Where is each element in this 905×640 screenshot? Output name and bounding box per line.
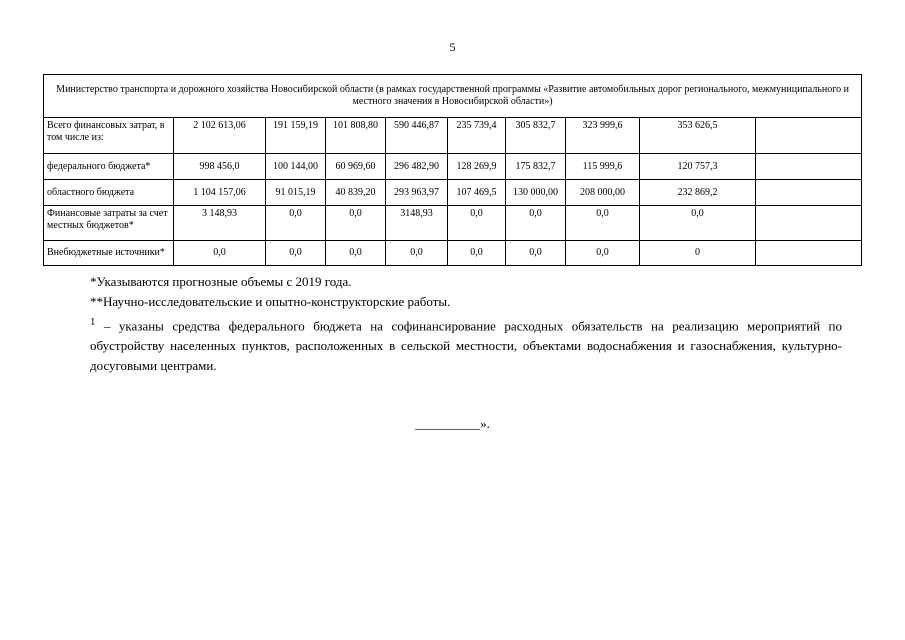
cell bbox=[756, 206, 862, 241]
cell: 208 000,00 bbox=[566, 180, 640, 206]
cell: 0,0 bbox=[266, 241, 326, 266]
cell bbox=[756, 118, 862, 154]
cell: 0,0 bbox=[640, 206, 756, 241]
cell: 120 757,3 bbox=[640, 154, 756, 180]
cell: 0,0 bbox=[506, 241, 566, 266]
financing-table bbox=[43, 74, 862, 266]
cell: 175 832,7 bbox=[506, 154, 566, 180]
table-row bbox=[44, 206, 862, 241]
cell: 232 869,2 bbox=[640, 180, 756, 206]
cell: 353 626,5 bbox=[640, 118, 756, 154]
cell: 128 269,9 bbox=[448, 154, 506, 180]
cell: 40 839,20 bbox=[326, 180, 386, 206]
cell: 60 969,60 bbox=[326, 154, 386, 180]
cell: 107 469,5 bbox=[448, 180, 506, 206]
cell: 101 808,80 bbox=[326, 118, 386, 154]
table-row bbox=[44, 241, 862, 266]
page-number: 5 bbox=[449, 40, 456, 54]
cell: 130 000,00 bbox=[506, 180, 566, 206]
cell: 293 963,97 bbox=[386, 180, 448, 206]
footnotes bbox=[60, 272, 842, 376]
row-label: Внебюджетные источники* bbox=[44, 241, 174, 266]
cell: 0 bbox=[640, 241, 756, 266]
table-header: Министерство транспорта и дорожного хозяйства Новосибирской области (в рамках государственной программы «Развитие автомобильных дорог регионального, межмуниципального и местного значения в Новосибирской области») bbox=[44, 75, 862, 118]
cell: 3 148,93 bbox=[174, 206, 266, 241]
cell: 590 446,87 bbox=[386, 118, 448, 154]
cell: 0,0 bbox=[506, 206, 566, 241]
cell: 0,0 bbox=[266, 206, 326, 241]
cell bbox=[756, 180, 862, 206]
row-label: областного бюджета bbox=[44, 180, 174, 206]
cell: 305 832,7 bbox=[506, 118, 566, 154]
cell: 0,0 bbox=[326, 241, 386, 266]
cell: 0,0 bbox=[326, 206, 386, 241]
cell: 0,0 bbox=[448, 206, 506, 241]
closing-line: __________». bbox=[415, 416, 490, 431]
cell: 1 104 157,06 bbox=[174, 180, 266, 206]
footnote-federal bbox=[60, 312, 842, 376]
footnote-federal-text: – указаны средства федерального бюджета на софинансирование расходных обязательств на реализацию мероприятий по обустройству населенных пунктов, расположенных в сельской местности, объектами водоснабжения и газоснабжения, культурно-досуговыми центрами. bbox=[90, 318, 842, 374]
cell: 998 456,0 bbox=[174, 154, 266, 180]
cell: 0,0 bbox=[174, 241, 266, 266]
footnote-research: **Научно-исследовательские и опытно-конструкторские работы. bbox=[90, 294, 451, 309]
cell: 0,0 bbox=[566, 206, 640, 241]
cell: 2 102 613,06 bbox=[174, 118, 266, 154]
cell bbox=[756, 241, 862, 266]
row-label: федерального бюджета* bbox=[44, 154, 174, 180]
cell: 0,0 bbox=[566, 241, 640, 266]
cell: 323 999,6 bbox=[566, 118, 640, 154]
cell: 191 159,19 bbox=[266, 118, 326, 154]
cell: 91 015,19 bbox=[266, 180, 326, 206]
cell bbox=[756, 154, 862, 180]
cell: 296 482,90 bbox=[386, 154, 448, 180]
cell: 235 739,4 bbox=[448, 118, 506, 154]
cell: 115 999,6 bbox=[566, 154, 640, 180]
row-label: Всего финансовых затрат, в том числе из: bbox=[44, 118, 174, 154]
row-label: Финансовые затраты за счет местных бюджетов* bbox=[44, 206, 174, 241]
table-row bbox=[44, 154, 862, 180]
table-row bbox=[44, 180, 862, 206]
footnote-forecast: *Указываются прогнозные объемы с 2019 года. bbox=[90, 274, 352, 289]
cell: 3148,93 bbox=[386, 206, 448, 241]
cell: 100 144,00 bbox=[266, 154, 326, 180]
table-row bbox=[44, 118, 862, 154]
cell: 0,0 bbox=[448, 241, 506, 266]
footnote-marker: 1 bbox=[90, 316, 96, 328]
cell: 0,0 bbox=[386, 241, 448, 266]
